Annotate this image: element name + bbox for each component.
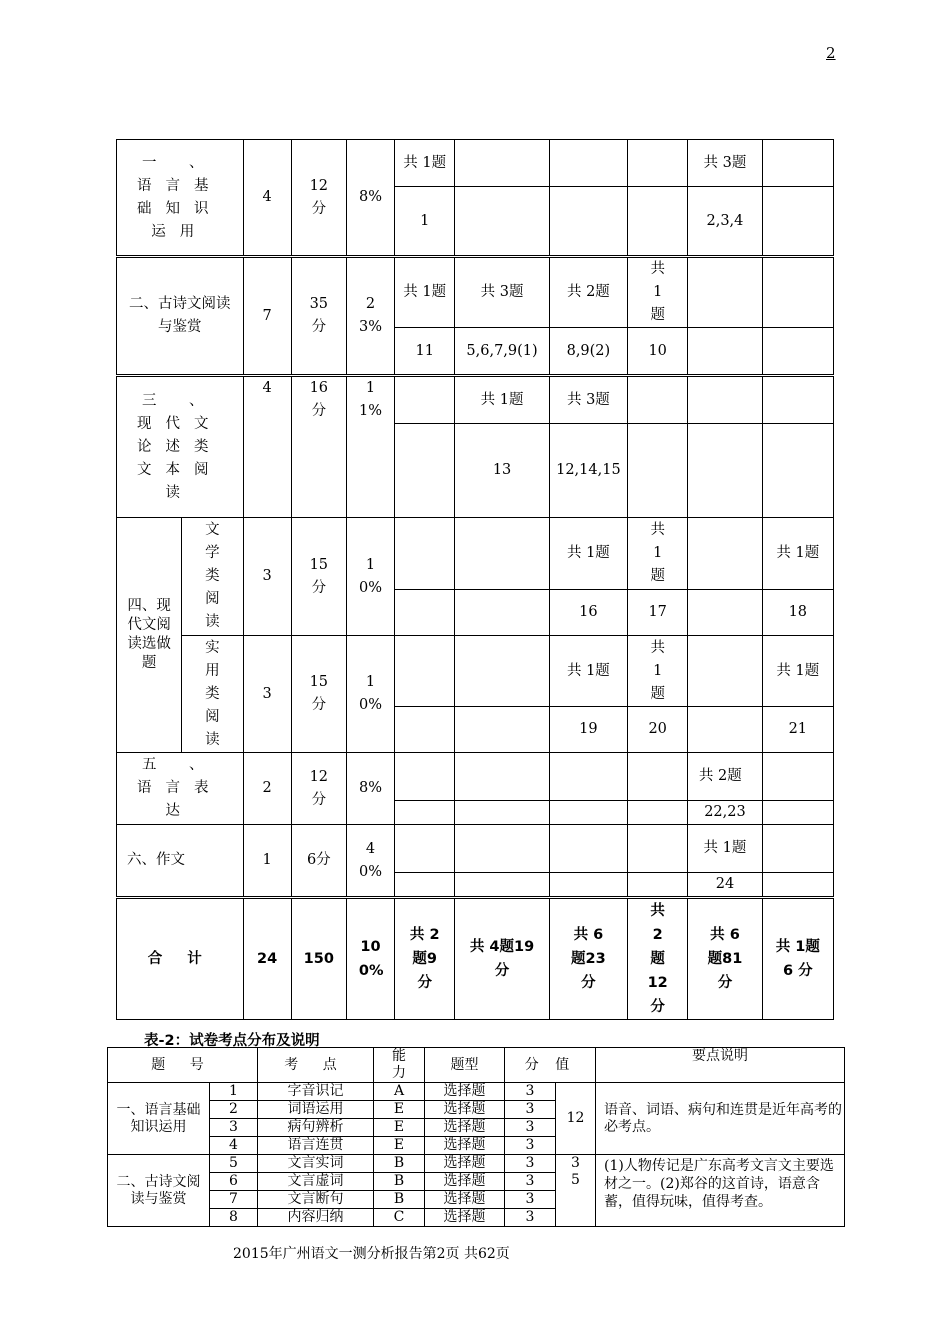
percentage: 40% <box>346 825 394 898</box>
cell <box>628 825 688 873</box>
item-no: 2 <box>210 1101 258 1119</box>
score: 15分 <box>291 518 346 636</box>
item-type: 选择题 <box>425 1083 505 1101</box>
cell <box>628 187 688 257</box>
section-label: 五 、 语言表达 <box>117 753 244 825</box>
item-ability: E <box>374 1101 425 1119</box>
cell <box>628 873 688 898</box>
percentage: 11% <box>346 376 394 518</box>
item-score: 3 <box>505 1137 556 1155</box>
question-count: 4 <box>243 140 291 257</box>
cell: 20 <box>628 707 688 753</box>
cell <box>762 801 833 825</box>
cell: 5,6,7,9(1) <box>455 328 549 376</box>
item-type: 选择题 <box>425 1191 505 1209</box>
cell <box>549 801 627 825</box>
cell <box>455 873 549 898</box>
item-point: 语言连贯 <box>258 1137 374 1155</box>
total-cell: 共 2题9分 <box>395 898 455 1020</box>
item-score: 3 <box>505 1173 556 1191</box>
score: 35分 <box>291 257 346 376</box>
table-caption: 表-2：试卷考点分布及说明 <box>144 1033 320 1049</box>
percentage: 23% <box>346 257 394 376</box>
header-desc: 要点说明 <box>596 1048 845 1083</box>
cell <box>688 590 762 636</box>
item-type: 选择题 <box>425 1209 505 1227</box>
cell: 共1题 <box>628 257 688 328</box>
total-cell: 共 1题6 分 <box>762 898 833 1020</box>
section-label: 六、作文 <box>117 825 244 898</box>
cell <box>395 825 455 873</box>
cell <box>762 187 833 257</box>
cell <box>628 753 688 801</box>
item-ability: B <box>374 1155 425 1173</box>
header-type: 题型 <box>425 1048 505 1083</box>
header-num: 题 号 <box>108 1048 258 1083</box>
section-label: 四、现代文阅读选做题 <box>117 518 182 753</box>
item-score: 3 <box>505 1155 556 1173</box>
page-number: 2 <box>826 44 836 62</box>
cell: 共 1题 <box>395 257 455 328</box>
cell: 12,14,15 <box>549 424 627 518</box>
item-ability: B <box>374 1173 425 1191</box>
cell: 共 1题 <box>549 518 627 590</box>
cell <box>762 873 833 898</box>
group-total: 12 <box>556 1083 596 1155</box>
cell <box>762 257 833 328</box>
cell: 共 1题 <box>455 376 549 424</box>
cell <box>455 825 549 873</box>
cell: 共 1题 <box>549 636 627 707</box>
item-ability: A <box>374 1083 425 1101</box>
cell <box>395 753 455 801</box>
cell <box>688 707 762 753</box>
cell: 共 2题 <box>549 257 627 328</box>
cell <box>628 424 688 518</box>
cell <box>395 801 455 825</box>
cell: 共1题 <box>628 636 688 707</box>
item-score: 3 <box>505 1209 556 1227</box>
item-point: 文言实词 <box>258 1155 374 1173</box>
percentage: 10% <box>346 518 394 636</box>
cell <box>395 518 455 590</box>
cell <box>762 753 833 801</box>
item-point: 病句辨析 <box>258 1119 374 1137</box>
item-ability: E <box>374 1119 425 1137</box>
item-ability: C <box>374 1209 425 1227</box>
header-point: 考 点 <box>258 1048 374 1083</box>
group-desc: 语音、词语、病句和连贯是近年高考的必考点。 <box>596 1083 845 1155</box>
cell: 24 <box>688 873 762 898</box>
cell <box>455 636 549 707</box>
score: 6分 <box>291 825 346 898</box>
cell <box>395 707 455 753</box>
cell: 21 <box>762 707 833 753</box>
cell: 共 3题 <box>455 257 549 328</box>
score: 12分 <box>291 140 346 257</box>
cell: 2,3,4 <box>688 187 762 257</box>
total-score: 150 <box>291 898 346 1020</box>
cell <box>688 424 762 518</box>
item-score: 3 <box>505 1101 556 1119</box>
cell <box>455 753 549 801</box>
cell <box>395 636 455 707</box>
cell <box>549 140 627 187</box>
question-count: 7 <box>243 257 291 376</box>
exam-structure-table <box>116 139 834 1020</box>
item-type: 选择题 <box>425 1119 505 1137</box>
header-ability: 能力 <box>374 1048 425 1083</box>
cell <box>455 518 549 590</box>
total-label: 合 计 <box>117 898 244 1020</box>
cell <box>688 376 762 424</box>
cell: 1 <box>395 187 455 257</box>
cell <box>455 707 549 753</box>
item-ability: B <box>374 1191 425 1209</box>
item-no: 3 <box>210 1119 258 1137</box>
cell <box>549 825 627 873</box>
cell <box>688 518 762 590</box>
total-count: 24 <box>243 898 291 1020</box>
cell: 共 1题 <box>688 825 762 873</box>
cell: 13 <box>455 424 549 518</box>
item-no: 4 <box>210 1137 258 1155</box>
group-desc: (1)人物传记是广东高考文言文主要选材之一。(2)郑谷的这首诗，语意含蓄，值得玩味，值得考查。 <box>596 1155 845 1227</box>
percentage: 10% <box>346 636 394 753</box>
total-percentage: 100% <box>346 898 394 1020</box>
cell <box>455 801 549 825</box>
cell <box>762 424 833 518</box>
section-label: 三 、 现代文论述类文本阅读 <box>117 376 244 518</box>
cell <box>395 376 455 424</box>
item-score: 3 <box>505 1119 556 1137</box>
score: 15分 <box>291 636 346 753</box>
cell <box>395 873 455 898</box>
score: 12分 <box>291 753 346 825</box>
cell: 17 <box>628 590 688 636</box>
percentage: 8% <box>346 140 394 257</box>
cell <box>395 424 455 518</box>
cell: 10 <box>628 328 688 376</box>
section-label: 二、古诗文阅读与鉴赏 <box>117 257 244 376</box>
cell <box>762 825 833 873</box>
group-label: 一、语言基础知识运用 <box>108 1083 210 1155</box>
question-count: 1 <box>243 825 291 898</box>
item-point: 文言虚词 <box>258 1173 374 1191</box>
cell <box>762 328 833 376</box>
cell <box>688 636 762 707</box>
cell: 22,23 <box>688 801 762 825</box>
cell: 共 1题 <box>395 140 455 187</box>
question-count: 3 <box>243 636 291 753</box>
cell: 11 <box>395 328 455 376</box>
cell: 19 <box>549 707 627 753</box>
cell: 共1题 <box>628 518 688 590</box>
cell: 16 <box>549 590 627 636</box>
cell: 18 <box>762 590 833 636</box>
question-count: 4 <box>243 376 291 518</box>
item-ability: E <box>374 1137 425 1155</box>
item-point: 字音识记 <box>258 1083 374 1101</box>
item-point: 词语运用 <box>258 1101 374 1119</box>
cell <box>762 376 833 424</box>
cell <box>395 590 455 636</box>
cell <box>455 187 549 257</box>
cell <box>549 187 627 257</box>
total-cell: 共 6题81分 <box>688 898 762 1020</box>
header-score: 分 值 <box>505 1048 596 1083</box>
item-type: 选择题 <box>425 1155 505 1173</box>
cell: 共 1题 <box>762 518 833 590</box>
cell <box>455 590 549 636</box>
cell: 共 1题 <box>762 636 833 707</box>
cell <box>549 753 627 801</box>
item-no: 6 <box>210 1173 258 1191</box>
total-cell: 共 4题19 分 <box>455 898 549 1020</box>
subsection-label: 实用类阅读 <box>182 636 243 753</box>
cell <box>455 140 549 187</box>
percentage: 8% <box>346 753 394 825</box>
question-count: 2 <box>243 753 291 825</box>
page-footer: 2015年广州语文一测分析报告第2页 共62页 <box>233 1246 510 1262</box>
question-count: 3 <box>243 518 291 636</box>
exam-points-table <box>107 1047 845 1227</box>
item-no: 8 <box>210 1209 258 1227</box>
group-total: 35 <box>556 1155 596 1227</box>
item-type: 选择题 <box>425 1137 505 1155</box>
item-point: 内容归纳 <box>258 1209 374 1227</box>
cell <box>628 801 688 825</box>
cell <box>688 257 762 328</box>
item-score: 3 <box>505 1191 556 1209</box>
score: 16分 <box>291 376 346 518</box>
item-point: 文言断句 <box>258 1191 374 1209</box>
cell: 共 3题 <box>549 376 627 424</box>
item-no: 7 <box>210 1191 258 1209</box>
cell: 8,9(2) <box>549 328 627 376</box>
total-cell: 共 6题23分 <box>549 898 627 1020</box>
cell: 共 3题 <box>688 140 762 187</box>
cell <box>549 873 627 898</box>
cell <box>762 140 833 187</box>
item-no: 1 <box>210 1083 258 1101</box>
cell <box>628 140 688 187</box>
item-type: 选择题 <box>425 1173 505 1191</box>
cell: 共 2题 <box>688 753 762 801</box>
item-score: 3 <box>505 1083 556 1101</box>
cell <box>688 328 762 376</box>
cell <box>628 376 688 424</box>
total-cell: 共2题12分 <box>628 898 688 1020</box>
item-no: 5 <box>210 1155 258 1173</box>
subsection-label: 文学类阅读 <box>182 518 243 636</box>
group-label: 二、古诗文阅读与鉴赏 <box>108 1155 210 1227</box>
item-type: 选择题 <box>425 1101 505 1119</box>
section-label: 一 、 语言基础知识运用 <box>117 140 244 257</box>
